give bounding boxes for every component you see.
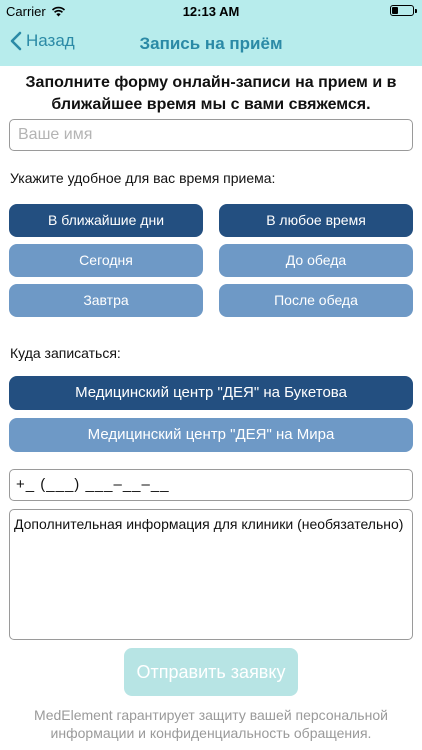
- notes-textarea[interactable]: Дополнительная информация для клиники (необязательно): [9, 509, 413, 640]
- clinic-option-mira[interactable]: Медицинский центр "ДЕЯ" на Мира: [9, 418, 413, 452]
- time-option-afternoon[interactable]: После обеда: [219, 284, 413, 317]
- privacy-notice: MedElement гарантирует защиту вашей персональной информации и конфиденциальность обращения.: [34, 707, 388, 741]
- time-option-before-noon[interactable]: До обеда: [219, 244, 413, 277]
- clinic-option-buketova[interactable]: Медицинский центр "ДЕЯ" на Букетова: [9, 376, 413, 410]
- page-title: Запись на приём: [139, 34, 283, 53]
- submit-button[interactable]: Отправить заявку: [124, 648, 298, 696]
- status-bar: [0, 0, 422, 22]
- clinic-section-label: Куда записаться:: [10, 345, 121, 361]
- form-intro-text: Заполните форму онлайн-записи на прием и в ближайшее время мы с вами свяжемся.: [25, 74, 397, 113]
- time-option-next-days[interactable]: В ближайшие дни: [9, 204, 203, 237]
- time-option-tomorrow[interactable]: Завтра: [9, 284, 203, 317]
- time-option-today[interactable]: Сегодня: [9, 244, 203, 277]
- name-input[interactable]: [9, 119, 413, 151]
- carrier-name: Carrier: [6, 4, 46, 19]
- time-section-label: Укажите удобное для вас время приема:: [10, 170, 276, 186]
- navigation-bar: [0, 22, 422, 66]
- time-option-any-time[interactable]: В любое время: [219, 204, 413, 237]
- phone-input[interactable]: +_ (___) ___–__–__: [9, 469, 413, 501]
- clock: 12:13 AM: [182, 4, 240, 19]
- battery-icon: [390, 5, 414, 16]
- back-label: Назад: [26, 31, 75, 50]
